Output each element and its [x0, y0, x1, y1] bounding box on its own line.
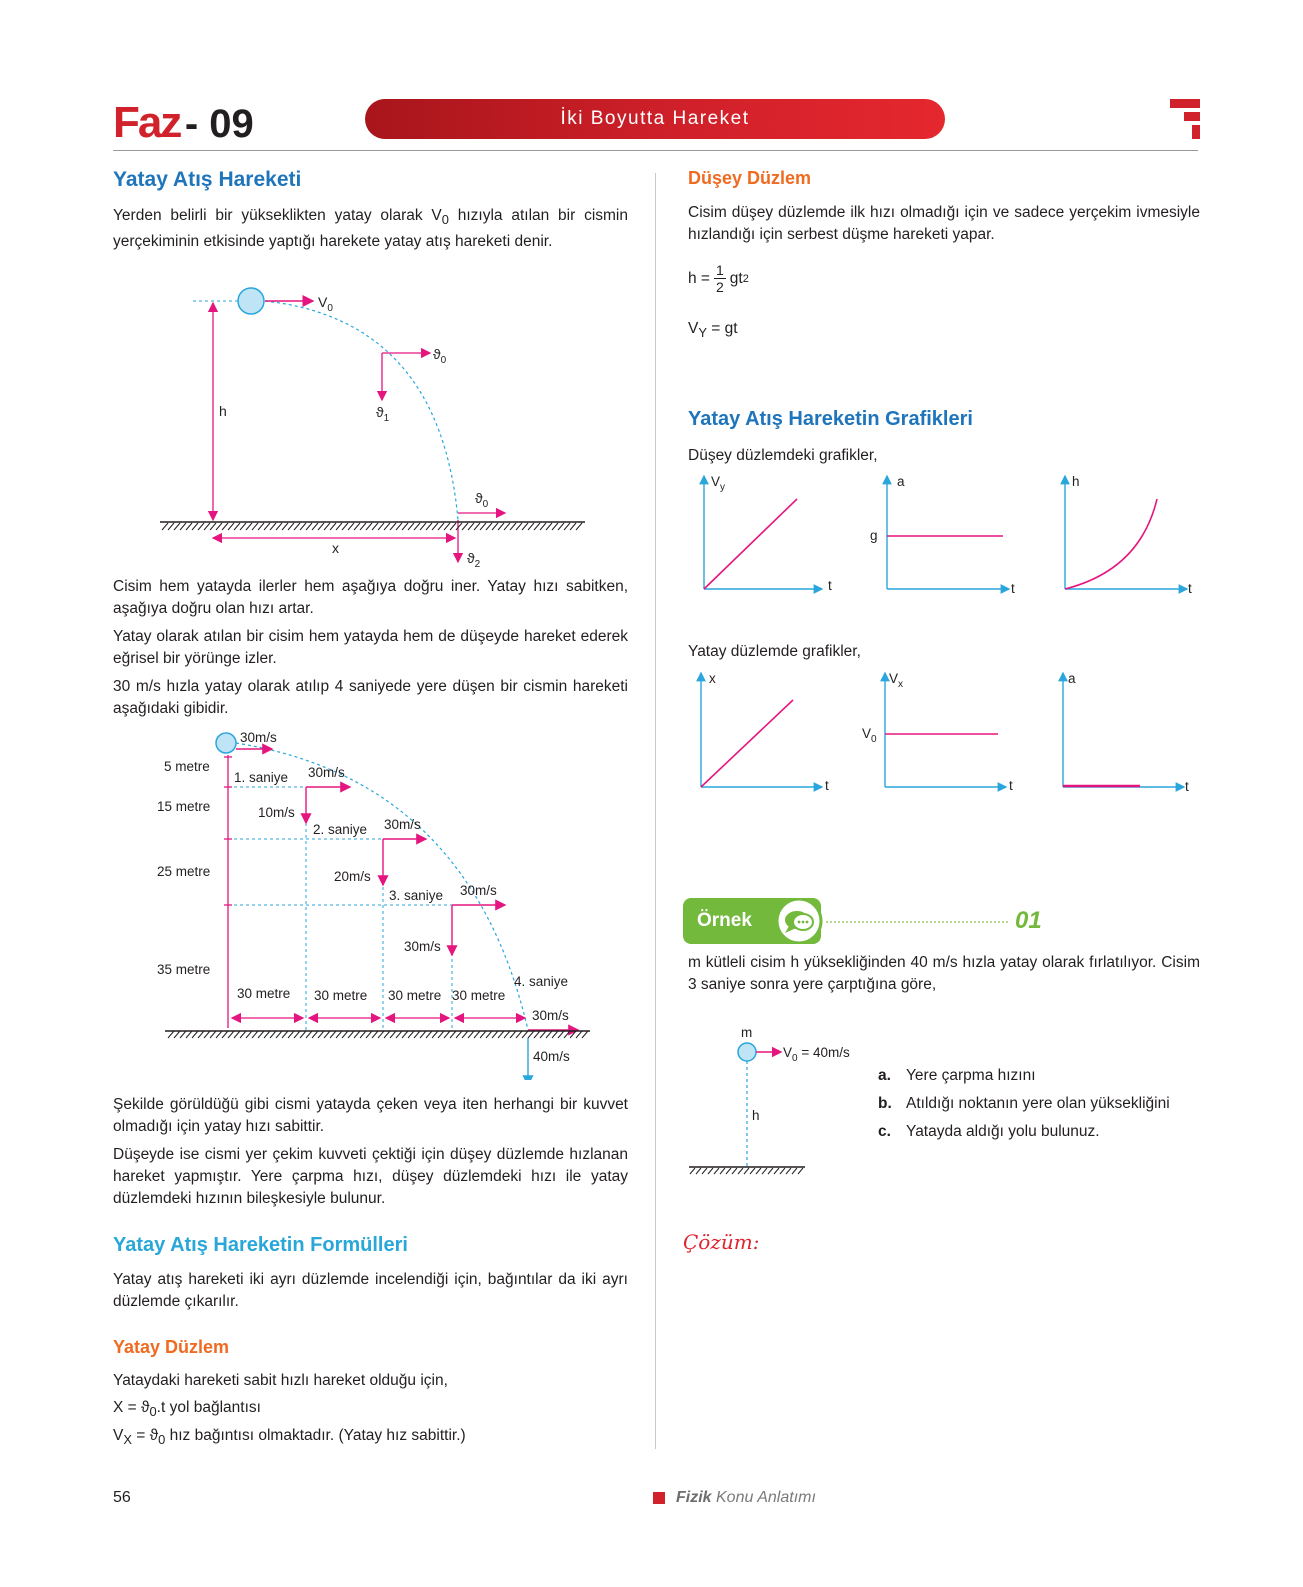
svg-text:t: t — [828, 578, 832, 593]
svg-text:V0: $V_0$ — [318, 294, 333, 314]
eq-h-sup: 2 — [742, 272, 749, 285]
intro-paragraph — [113, 205, 628, 253]
equation-vy — [688, 318, 738, 344]
question-key: a. — [878, 1067, 891, 1084]
question-text: Yere çarpma hızını — [906, 1067, 1036, 1084]
eq-h-lhs: h = — [688, 269, 710, 287]
graphs-vertical-label: Düşey düzlemdeki grafikler, — [688, 447, 878, 464]
eq-vy-b: = gt — [706, 320, 738, 337]
paragraph-4: 30 m/s hızla yatay olarak atılıp 4 saniyede yere düşen bir cismin hareketi aşağıdaki gibidir. — [113, 678, 628, 717]
vertical-graphs — [690, 470, 1200, 605]
example-label: Örnek — [697, 910, 752, 931]
projectile-diagram — [155, 285, 595, 575]
question-c — [878, 1118, 1170, 1146]
svg-text:g: g — [870, 528, 878, 543]
speech-bubble-icon — [775, 898, 823, 944]
paragraph-2: Cisim hem yatayda ilerler hem aşağıya doğru iner. Yatay hızı sabitken, aşağıya doğru olan hızı artar. — [113, 578, 628, 617]
equation-h — [688, 262, 749, 295]
svg-text:V0 = 40m/s: $V_0 = 40m/s$ — [783, 1045, 850, 1064]
chapter-title: İki Boyutta Hareket — [560, 108, 750, 129]
section-title-formuller: Yatay Atış Hareketin Formülleri — [113, 1234, 408, 1256]
section-title-yatay-duzlem: Yatay Düzlem — [113, 1337, 230, 1357]
svg-text:30 metre: 30 metre — [314, 988, 368, 1003]
question-text: Yatayda aldığı yolu bulunuz. — [906, 1123, 1100, 1140]
chapter-title-banner — [365, 99, 945, 139]
svg-text:t: t — [825, 778, 829, 793]
formula-vx — [113, 1425, 466, 1451]
brand-mark-icon — [1170, 99, 1200, 139]
footer-square-icon — [653, 1492, 665, 1504]
svg-text:h: h — [752, 1108, 760, 1123]
example-number: 01 — [1015, 907, 1042, 934]
svg-text:V0: $V_0$ — [862, 726, 877, 745]
svg-text:30m/s: 30m/s — [532, 1008, 569, 1023]
intro-sub: 0 — [441, 212, 449, 228]
brand-number: - 09 — [184, 102, 254, 146]
formula-vx-c: hız bağıntısı olmaktadır. (Yatay hız sabittir.) — [165, 1427, 466, 1444]
header-rule — [113, 150, 1198, 151]
svg-text:3. saniye: 3. saniye — [389, 888, 444, 903]
eq-h-num: 1 — [715, 262, 724, 278]
column-divider — [655, 173, 656, 1449]
dusey-paragraph: Cisim düşey düzlemde ilk hızı olmadığı için ve sadece yerçekim ivmesiyle hızlandığı için serbest düşme hareketi yapar. — [688, 204, 1200, 243]
formula-x-b: .t yol bağlantısı — [156, 1399, 261, 1416]
svg-text:ϑ1: $ϑ_1$ — [376, 404, 390, 424]
question-key: b. — [878, 1095, 892, 1112]
footer-subject — [676, 1489, 816, 1507]
svg-text:25 metre: 25 metre — [157, 864, 211, 879]
svg-text:Vx: $V_x$ — [889, 671, 904, 690]
ball-icon — [738, 1043, 756, 1061]
intro-text-a: Yerden belirli bir yükseklikten yatay olarak V — [113, 207, 442, 224]
eq-vy-a: V — [688, 320, 699, 337]
paragraph-5: Şekilde görüldüğü gibi cismi yatayda çeken veya iten herhangi bir kuvvet olmadığı için yatay hızı sabittir. — [113, 1096, 628, 1135]
svg-text:20m/s: 20m/s — [334, 869, 371, 884]
example-text: m kütleli cisim h yüksekliğinden 40 m/s hızla yatay olarak fırlatılıyor. Cisim 3 saniye sonra yere çarptığına göre, — [688, 954, 1200, 993]
svg-text:30m/s: 30m/s — [404, 939, 441, 954]
page-number: 56 — [113, 1489, 131, 1506]
section-title-grafikler: Yatay Atış Hareketin Grafikleri — [688, 408, 973, 430]
solution-label: Çözüm: — [683, 1230, 760, 1254]
question-list — [878, 1062, 1170, 1146]
paragraph-8: Yataydaki hareketi sabit hızlı hareket olduğu için, — [113, 1372, 448, 1389]
question-text: Atıldığı noktanın yere olan yüksekliğini — [906, 1095, 1170, 1112]
graphs-horizontal-label: Yatay düzlemde grafikler, — [688, 643, 861, 660]
eq-h-den: 2 — [715, 279, 724, 295]
svg-text:35 metre: 35 metre — [157, 962, 211, 977]
footer-subject-rest: Konu Anlatımı — [711, 1489, 816, 1506]
svg-text:t: t — [1185, 779, 1189, 794]
svg-text:x: x — [709, 671, 716, 686]
formula-vx-sub1: X — [123, 1432, 132, 1448]
section-title-yatay-atis: Yatay Atış Hareketi — [113, 168, 302, 191]
formula-vx-sub2: 0 — [158, 1432, 166, 1448]
svg-text:30 metre: 30 metre — [452, 988, 506, 1003]
horizontal-graphs — [690, 668, 1200, 803]
question-b — [878, 1090, 1170, 1118]
svg-text:m: m — [741, 1025, 753, 1040]
svg-text:x: x — [332, 540, 339, 556]
eq-h-rhs: gt — [729, 269, 743, 287]
question-key: c. — [878, 1123, 891, 1140]
svg-text:2. saniye: 2. saniye — [313, 822, 368, 837]
footer-subject-bold: Fizik — [676, 1489, 712, 1506]
svg-text:h: h — [219, 403, 227, 419]
ball-icon — [216, 733, 236, 753]
section-title-dusey-duzlem: Düşey Düzlem — [688, 168, 812, 188]
svg-text:a: a — [1068, 671, 1076, 686]
eq-vy-sub: Y — [698, 325, 707, 341]
intro-text-b: hızıyla atılan bir cismin yerçekiminin etkisinde yaptığı harekete yatay atış hareketi denir. — [113, 207, 628, 251]
example-dotted-line — [826, 921, 1008, 923]
formula-x — [113, 1397, 261, 1423]
svg-text:4. saniye: 4. saniye — [514, 974, 569, 989]
svg-text:t: t — [1009, 778, 1013, 793]
svg-text:30 metre: 30 metre — [237, 986, 291, 1001]
brand-logo — [113, 98, 254, 147]
svg-text:ϑ2: $ϑ_2$ — [467, 550, 481, 570]
svg-text:40m/s: 40m/s — [533, 1049, 570, 1064]
question-a — [878, 1062, 1170, 1090]
brand-name: Faz — [113, 98, 181, 147]
svg-text:ϑ0: $ϑ_0$ — [475, 490, 489, 510]
svg-text:1. saniye: 1. saniye — [234, 770, 289, 785]
svg-text:30 metre: 30 metre — [388, 988, 442, 1003]
svg-text:10m/s: 10m/s — [258, 805, 295, 820]
svg-text:30m/s: 30m/s — [460, 883, 497, 898]
svg-text:ϑ0: $ϑ_0$ — [433, 346, 447, 366]
svg-text:a: a — [897, 474, 905, 489]
paragraph-3: Yatay olarak atılan bir cisim hem yatayda hem de düşeyde hareket ederek eğrisel bir yörünge izler. — [113, 628, 628, 667]
svg-text:15 metre: 15 metre — [157, 799, 211, 814]
paragraph-7: Yatay atış hareketi iki ayrı düzlemde incelendiği için, bağıntılar da iki ayrı düzlemde çıkarılır. — [113, 1271, 628, 1310]
svg-text:30m/s: 30m/s — [240, 730, 277, 745]
paragraph-6: Düşeyde ise cismi yer çekim kuvveti çektiği için düşey düzlemde hızlanan hareket yapmıştır. Yere çarpma hızı, düşey düzlemdeki hızı ile yatay düzlemdeki hızının bileşkesiyle bulunur. — [113, 1146, 628, 1207]
ball-icon — [238, 288, 264, 314]
formula-vx-a: V — [113, 1427, 124, 1444]
projectile-step-diagram — [150, 725, 600, 1080]
svg-text:Vy: $V_y$ — [711, 474, 726, 493]
example-diagram — [685, 1020, 875, 1180]
formula-x-sub: 0 — [149, 1404, 157, 1420]
svg-text:t: t — [1188, 581, 1192, 596]
svg-text:5 metre: 5 metre — [164, 759, 210, 774]
formula-x-a: X = ϑ — [113, 1399, 150, 1416]
formula-vx-b: = ϑ — [131, 1427, 159, 1444]
svg-text:30m/s: 30m/s — [308, 765, 345, 780]
eq-h-fraction — [714, 262, 726, 295]
svg-text:30m/s: 30m/s — [384, 817, 421, 832]
svg-text:t: t — [1011, 581, 1015, 596]
svg-text:h: h — [1072, 474, 1080, 489]
